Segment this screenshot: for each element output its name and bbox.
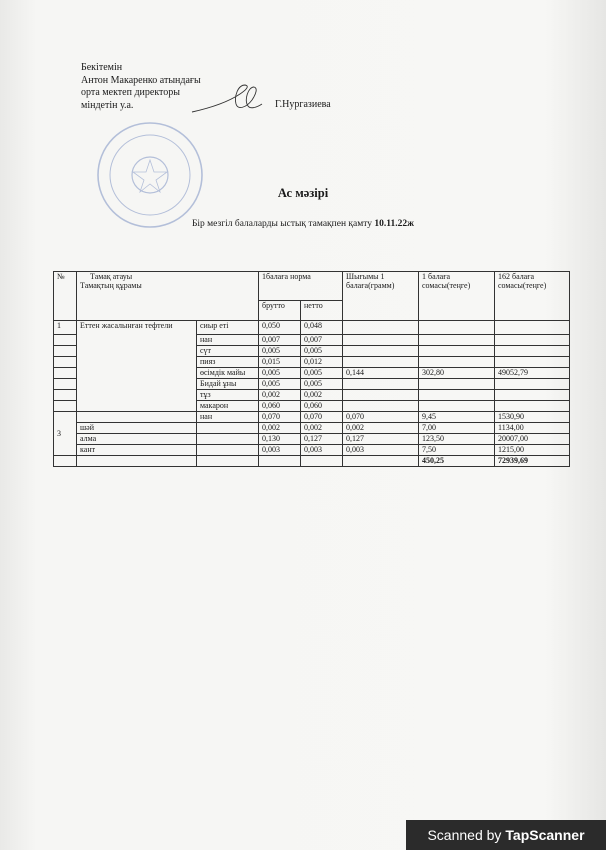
yield-cell [343, 401, 419, 412]
dish-name: Еттен жасалынған тефтели [77, 321, 197, 412]
menu-subtitle [0, 219, 606, 229]
netto-cell: 0,048 [301, 321, 343, 335]
dish-name: шәй [77, 423, 197, 434]
brutto-cell: 0,070 [259, 412, 301, 423]
netto-cell: 0,012 [301, 357, 343, 368]
ingredient: пияз [197, 357, 259, 368]
role-line: орта мектеп директоры [81, 87, 181, 98]
ingredient: сиыр еті [197, 321, 259, 335]
yield-cell: 0,003 [343, 445, 419, 456]
yield-cell: 0,002 [343, 423, 419, 434]
row-num [54, 346, 77, 357]
ingredient: өсімдік майы [197, 368, 259, 379]
menu-table [53, 271, 570, 467]
total-empty [301, 456, 343, 467]
row-num [54, 357, 77, 368]
netto-cell: 0,002 [301, 390, 343, 401]
cost-one-cell [419, 379, 495, 390]
cost-all-cell [495, 357, 570, 368]
cost-all-cell: 1215,00 [495, 445, 570, 456]
col-netto: нетто [301, 301, 343, 321]
total-empty [54, 456, 77, 467]
ingredient: сүт [197, 346, 259, 357]
netto-cell: 0,003 [301, 445, 343, 456]
row-num [54, 390, 77, 401]
cost-all-cell [495, 390, 570, 401]
cost-one-cell [419, 357, 495, 368]
col-num: № [54, 272, 77, 321]
dish-name: кант [77, 445, 197, 456]
brutto-cell: 0,015 [259, 357, 301, 368]
school-line: Антон Макаренко атындағы [81, 74, 201, 86]
col-yield: Шығымы 1 балаға(грамм) [343, 272, 419, 321]
col-dish-name: Тамақ атауы [90, 272, 133, 281]
netto-cell: 0,007 [301, 335, 343, 346]
approve-label: Бекітемін [81, 62, 123, 73]
ingredient [197, 434, 259, 445]
cost-all-cell [495, 346, 570, 357]
brutto-cell: 0,005 [259, 346, 301, 357]
netto-cell: 0,005 [301, 379, 343, 390]
cost-one-cell [419, 401, 495, 412]
menu-date: 10.11.22ж [374, 219, 415, 229]
netto-cell: 0,005 [301, 346, 343, 357]
brutto-cell: 0,050 [259, 321, 301, 335]
cost-all-cell: 49052,79 [495, 368, 570, 379]
acting-line: міндетін у.а. [81, 99, 134, 111]
cost-all-cell: 1530,90 [495, 412, 570, 423]
cost-one-cell: 123,50 [419, 434, 495, 445]
brutto-cell: 0,005 [259, 368, 301, 379]
yield-cell [343, 321, 419, 335]
cost-one-cell: 9,45 [419, 412, 495, 423]
dish-name: алма [77, 434, 197, 445]
yield-cell: 0,144 [343, 368, 419, 379]
cost-all-cell [495, 379, 570, 390]
col-cost-one: 1 балаға сомасы(теңге) [419, 272, 495, 321]
brutto-cell: 0,060 [259, 401, 301, 412]
row-num: 1 [54, 321, 77, 335]
dish-name [77, 412, 197, 423]
ingredient: макарон [197, 401, 259, 412]
brutto-cell: 0,002 [259, 390, 301, 401]
yield-cell [343, 357, 419, 368]
brutto-cell: 0,005 [259, 379, 301, 390]
ingredient [197, 423, 259, 434]
cost-all-cell [495, 321, 570, 335]
ingredient: Бидай ұны [197, 379, 259, 390]
yield-cell [343, 390, 419, 401]
cost-one-cell: 7,50 [419, 445, 495, 456]
total-empty [197, 456, 259, 467]
cost-all-cell [495, 401, 570, 412]
yield-cell [343, 335, 419, 346]
menu-title: Ас мәзірі [277, 186, 329, 200]
cost-one-cell: 302,80 [419, 368, 495, 379]
ingredient [197, 445, 259, 456]
scanner-brand: TapScanner [505, 827, 585, 843]
total-empty [343, 456, 419, 467]
col-dish [77, 272, 259, 321]
col-composition: Тамақтың құрамы [80, 281, 142, 290]
subtitle-text: Бір мезгіл балаларды ыстық тамақпен қамту [191, 219, 373, 229]
cost-one-cell: 7,00 [419, 423, 495, 434]
col-norm: 1балаға норма [259, 272, 343, 301]
yield-cell: 0,127 [343, 434, 419, 445]
signature-mark [190, 82, 265, 117]
netto-cell: 0,070 [301, 412, 343, 423]
cost-one-cell [419, 346, 495, 357]
total-empty [77, 456, 197, 467]
yield-cell: 0,070 [343, 412, 419, 423]
cost-all-cell: 1134,00 [495, 423, 570, 434]
official-stamp [91, 120, 209, 230]
scanned-by-text: Scanned by [427, 827, 502, 843]
total-empty [259, 456, 301, 467]
row-num [54, 335, 77, 346]
brutto-cell: 0,130 [259, 434, 301, 445]
row-num [54, 379, 77, 390]
row-num-3: 3 [54, 412, 77, 456]
scanner-badge [406, 820, 606, 850]
cost-all-cell: 20007,00 [495, 434, 570, 445]
ingredient: нан [197, 335, 259, 346]
cost-one-cell [419, 335, 495, 346]
col-brutto: брутто [259, 301, 301, 321]
row-num [54, 368, 77, 379]
ingredient: нан [197, 412, 259, 423]
brutto-cell: 0,002 [259, 423, 301, 434]
director-name: Г.Нургазиева [275, 99, 331, 110]
netto-cell: 0,002 [301, 423, 343, 434]
netto-cell: 0,005 [301, 368, 343, 379]
approval-block [81, 62, 201, 112]
total-cost-all: 72939,69 [495, 456, 570, 467]
brutto-cell: 0,003 [259, 445, 301, 456]
total-cost-one: 450,25 [419, 456, 495, 467]
col-cost-all: 162 балаға сомасы(теңге) [495, 272, 570, 321]
row-num [54, 401, 77, 412]
cost-one-cell [419, 390, 495, 401]
cost-one-cell [419, 321, 495, 335]
netto-cell: 0,060 [301, 401, 343, 412]
yield-cell [343, 379, 419, 390]
brutto-cell: 0,007 [259, 335, 301, 346]
cost-all-cell [495, 335, 570, 346]
yield-cell [343, 346, 419, 357]
ingredient: тұз [197, 390, 259, 401]
netto-cell: 0,127 [301, 434, 343, 445]
